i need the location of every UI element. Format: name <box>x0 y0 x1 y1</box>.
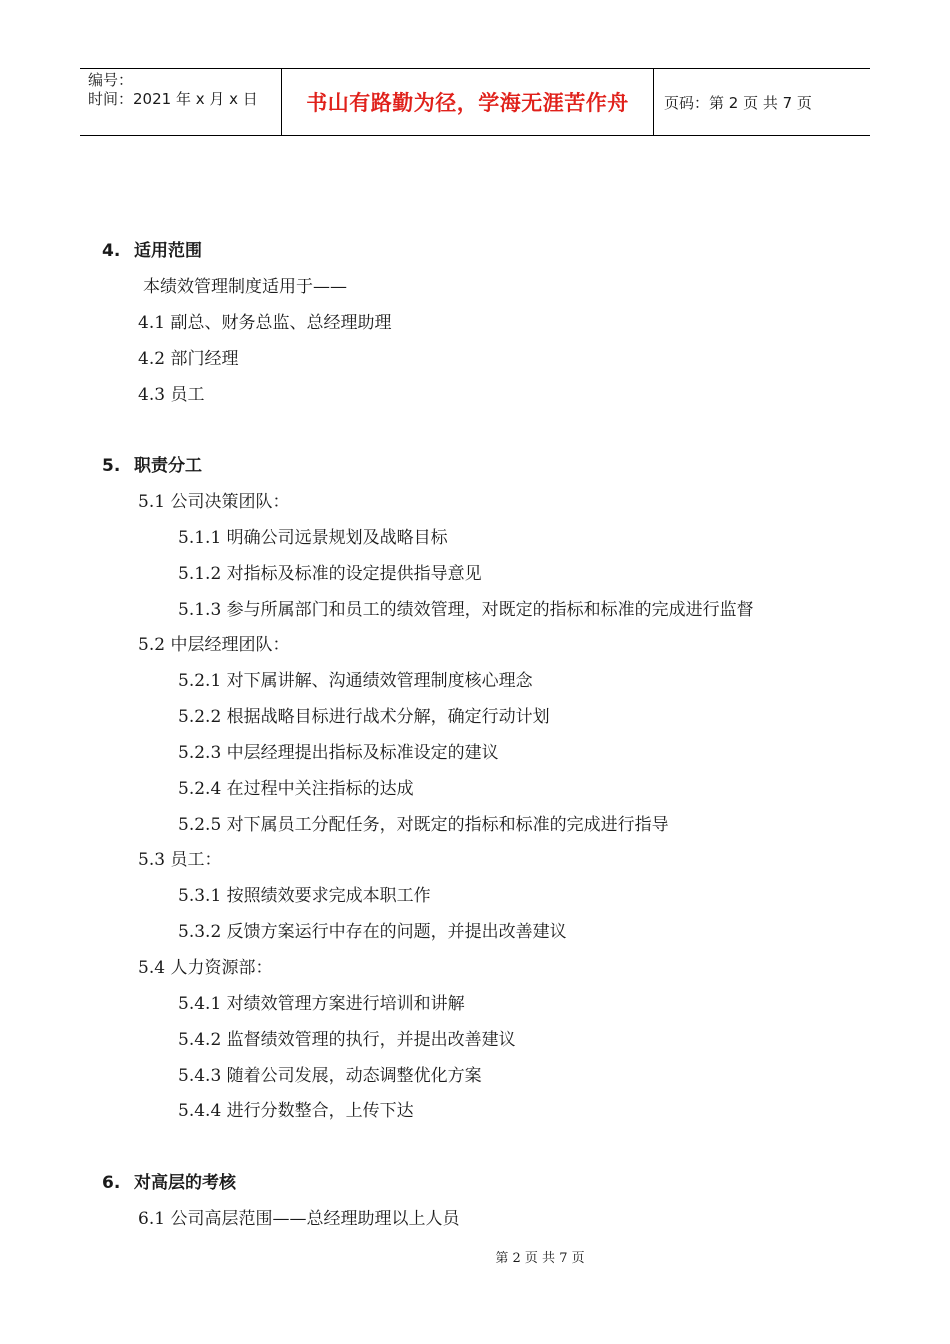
header-motto: 书山有路勤为径，学海无涯苦作舟 <box>282 69 654 135</box>
item-5-1-3: 5.1.3 参与所属部门和员工的绩效管理，对既定的指标和标准的完成进行监督 <box>178 600 754 620</box>
item-5-2-2: 5.2.2 根据战略目标进行战术分解，确定行动计划 <box>178 707 550 727</box>
item-6-1: 6.1 公司高层范围——总经理助理以上人员 <box>138 1209 460 1229</box>
item-5-2-3: 5.2.3 中层经理提出指标及标准设定的建议 <box>178 743 499 763</box>
item-5-4-3: 5.4.3 随着公司发展，动态调整优化方案 <box>178 1066 482 1086</box>
item-5-4-2: 5.4.2 监督绩效管理的执行，并提出改善建议 <box>178 1030 516 1050</box>
section-title: 职责分工 <box>134 456 202 476</box>
number-label: 编号： <box>88 71 134 89</box>
section-number: 6. <box>102 1173 121 1193</box>
item-5-1: 5.1 公司决策团队： <box>138 492 290 512</box>
section-title: 对高层的考核 <box>134 1173 236 1193</box>
section-number: 4. <box>102 241 121 261</box>
header-page-info: 页码：第 2 页 共 7 页 <box>664 93 812 112</box>
time-label: 时间：2021 年 x 月 x 日 <box>88 90 258 108</box>
section-4-heading <box>102 240 202 262</box>
item-5-4-4: 5.4.4 进行分数整合，上传下达 <box>178 1101 414 1121</box>
item-5-2: 5.2 中层经理团队： <box>138 635 290 655</box>
page-footer: 第 2 页 共 7 页 <box>495 1251 585 1266</box>
section-4-intro: 本绩效管理制度适用于—— <box>143 277 347 297</box>
item-5-2-5: 5.2.5 对下属员工分配任务，对既定的指标和标准的完成进行指导 <box>178 815 669 835</box>
item-5-1-2: 5.1.2 对指标及标准的设定提供指导意见 <box>178 564 482 584</box>
item-4-2: 4.2 部门经理 <box>138 349 239 369</box>
header-meta <box>80 69 282 135</box>
section-number: 5. <box>102 456 121 476</box>
item-5-3-2: 5.3.2 反馈方案运行中存在的问题，并提出改善建议 <box>178 922 567 942</box>
section-6-heading <box>102 1172 236 1194</box>
document-header <box>80 68 870 136</box>
item-5-2-1: 5.2.1 对下属讲解、沟通绩效管理制度核心理念 <box>178 671 533 691</box>
item-5-3-1: 5.3.1 按照绩效要求完成本职工作 <box>178 886 431 906</box>
item-5-4-1: 5.4.1 对绩效管理方案进行培训和讲解 <box>178 994 465 1014</box>
item-4-3: 4.3 员工 <box>138 385 205 405</box>
item-5-3: 5.3 员工： <box>138 850 222 870</box>
item-5-4: 5.4 人力资源部： <box>138 958 273 978</box>
item-4-1: 4.1 副总、财务总监、总经理助理 <box>138 313 392 333</box>
item-5-2-4: 5.2.4 在过程中关注指标的达成 <box>178 779 414 799</box>
item-5-1-1: 5.1.1 明确公司远景规划及战略目标 <box>178 528 448 548</box>
section-5-heading <box>102 455 202 477</box>
section-title: 适用范围 <box>134 241 202 261</box>
